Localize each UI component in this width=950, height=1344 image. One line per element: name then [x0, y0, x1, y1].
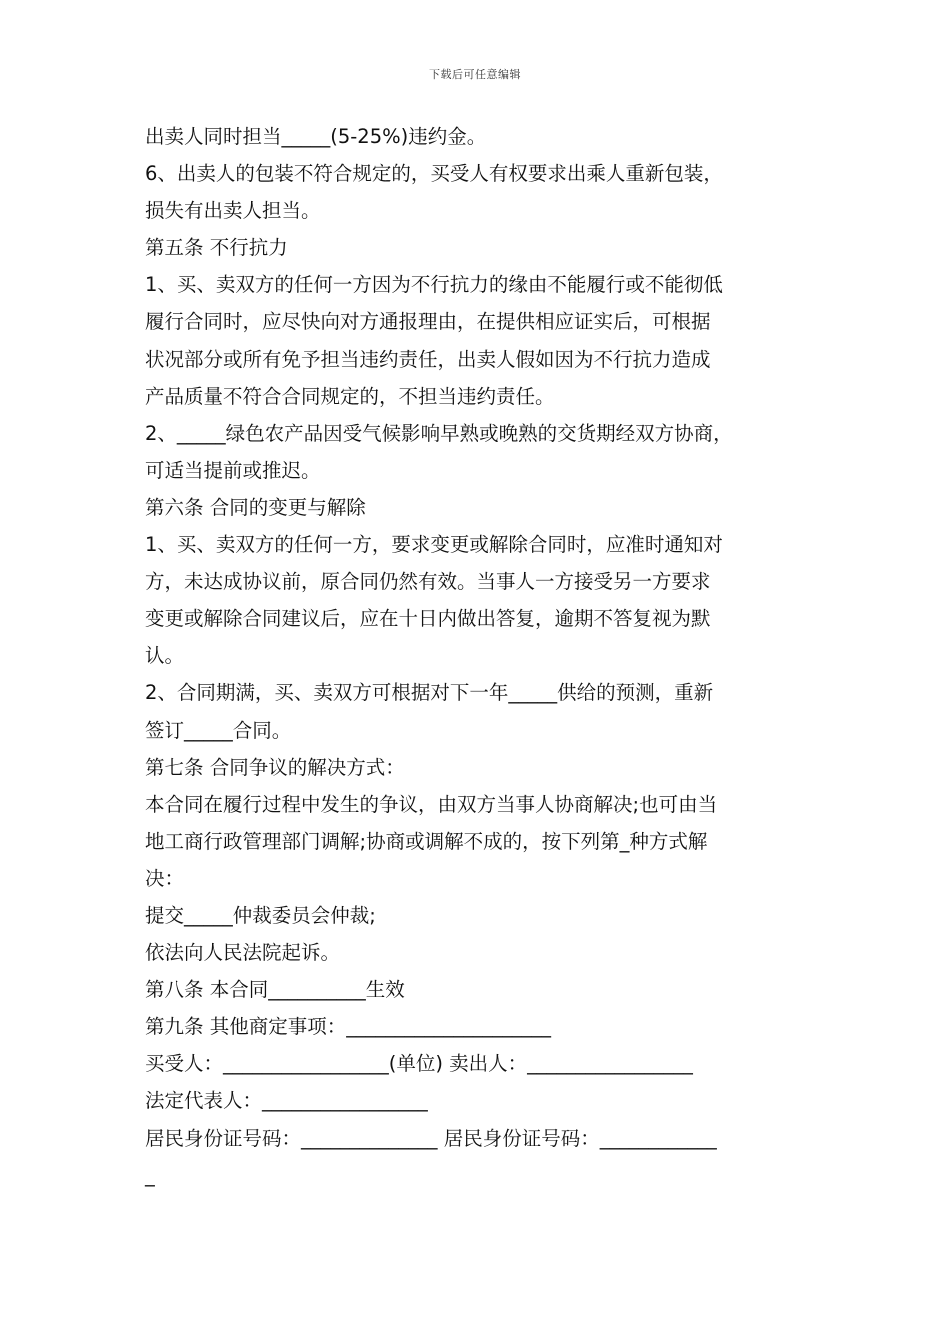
section-heading: 第六条 合同的变更与解除 — [145, 495, 366, 519]
text-line: 认。 — [145, 644, 185, 668]
text-line: 1、买、卖双方的任何一方因为不行抗力的缘由不能履行或不能彻低 — [145, 273, 723, 297]
section-heading: 第五条 不行抗力 — [145, 236, 288, 260]
text-line: 决： — [145, 866, 185, 890]
signature-line: 法定代表人：_________________ — [145, 1089, 428, 1113]
text-line: 依法向人民法院起诉。 — [145, 941, 341, 965]
text-line: 6、出卖人的包装不符合规定的，买受人有权要求出乘人重新包装， — [145, 162, 723, 186]
text-line: 提交_____仲裁委员会仲裁; — [145, 903, 376, 927]
text-line: 1、买、卖双方的任何一方，要求变更或解除合同时，应准时通知对 — [145, 533, 723, 557]
text-line: 变更或解除合同建议后，应在十日内做出答复，逾期不答复视为默 — [145, 607, 711, 631]
text-line: 签订_____合同。 — [145, 718, 292, 742]
document-body — [145, 118, 825, 1194]
text-line: 方，未达成协议前，原合同仍然有效。当事人一方接受另一方要求 — [145, 570, 711, 594]
text-line: 可适当提前或推迟。 — [145, 458, 321, 482]
text-line: 本合同在履行过程中发生的争议，由双方当事人协商解决;也可由当 — [145, 792, 718, 816]
section-heading: 第八条 本合同__________生效 — [145, 978, 405, 1002]
page-header-note: 下载后可任意编辑 — [429, 68, 521, 81]
text-line: 2、合同期满，买、卖双方可根据对下一年_____供给的预测，重新 — [145, 681, 714, 705]
text-line: 产品质量不符合合同规定的，不担当违约责任。 — [145, 384, 555, 408]
text-line: _ — [145, 1163, 155, 1187]
section-heading: 第七条 合同争议的解决方式： — [145, 755, 405, 779]
signature-line: 买受人：_________________(单位) 卖出人：_________________ — [145, 1052, 693, 1076]
text-line: 2、_____绿色农产品因受气候影响早熟或晚熟的交货期经双方协商， — [145, 421, 733, 445]
text-line: 履行合同时，应尽快向对方通报理由，在提供相应证实后，可根据 — [145, 310, 711, 334]
text-line: 损失有出卖人担当。 — [145, 199, 321, 223]
text-line: 出卖人同时担当_____(5-25%)违约金。 — [145, 125, 487, 148]
section-heading: 第九条 其他商定事项：_____________________ — [145, 1015, 551, 1039]
signature-line: 居民身份证号码：______________ 居民身份证号码：____________ — [145, 1126, 717, 1150]
text-line: 地工商行政管理部门调解;协商或调解不成的，按下列第_种方式解 — [145, 829, 708, 853]
text-line: 状况部分或所有免予担当违约责任，出卖人假如因为不行抗力造成 — [145, 347, 711, 371]
